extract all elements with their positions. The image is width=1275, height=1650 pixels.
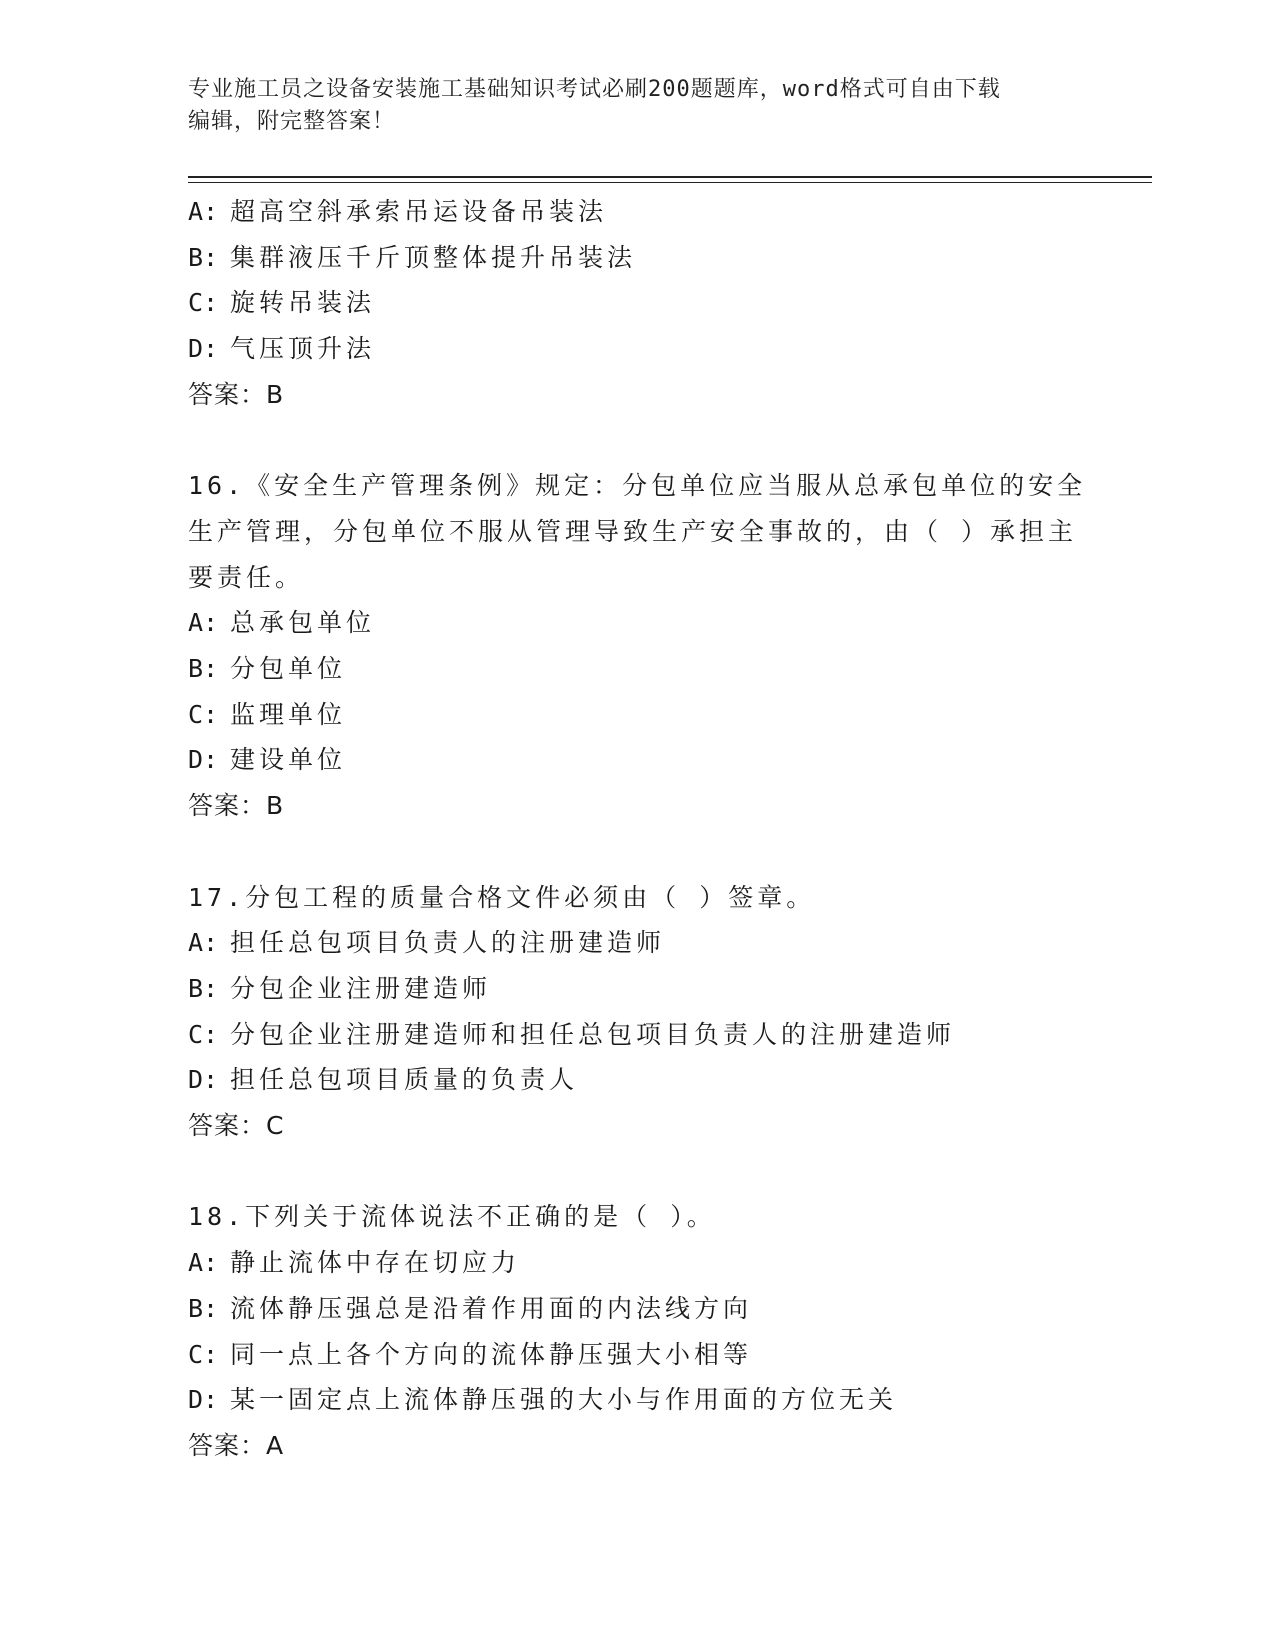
question-16-stem-line-2: 生产管理，分包单位不服从管理导致生产安全事故的，由（ ）承担主 bbox=[188, 516, 1078, 546]
option-b: B: 分包单位 bbox=[188, 654, 347, 684]
question-list bbox=[188, 189, 1088, 1469]
option-b: B: 流体静压强总是沿着作用面的内法线方向 bbox=[188, 1293, 753, 1323]
answer-17: 答案：C bbox=[188, 1111, 285, 1141]
header-divider-thick bbox=[188, 176, 1152, 178]
header-line-2: 编辑，附完整答案！ bbox=[188, 109, 396, 134]
document-header bbox=[188, 74, 1068, 138]
header-line-1: 专业施工员之设备安装施工基础知识考试必刷200题题库，word格式可自由下载 bbox=[188, 77, 1001, 102]
option-b: B: 集群液压千斤顶整体提升吊装法 bbox=[188, 242, 637, 272]
option-c: C: 旋转吊装法 bbox=[188, 288, 376, 318]
option-d: D: 担任总包项目质量的负责人 bbox=[188, 1065, 579, 1095]
option-a: A: 超高空斜承索吊运设备吊装法 bbox=[188, 197, 608, 226]
question-16-stem-line-1: 16.《安全生产管理条例》规定：分包单位应当服从总承包单位的安全 bbox=[188, 471, 1087, 501]
answer-18: 答案：A bbox=[188, 1430, 285, 1460]
option-a: A: 担任总包项目负责人的注册建造师 bbox=[188, 928, 666, 958]
option-a: A: 静止流体中存在切应力 bbox=[188, 1248, 521, 1278]
question-17 bbox=[188, 875, 1088, 1149]
answer-15: 答案：B bbox=[188, 379, 285, 409]
option-d: D: 气压顶升法 bbox=[188, 334, 376, 364]
question-18 bbox=[188, 1194, 1088, 1468]
question-17-stem: 17.分包工程的质量合格文件必须由（ ）签章。 bbox=[188, 882, 816, 912]
header-divider-thin bbox=[188, 182, 1152, 183]
question-16 bbox=[188, 463, 1088, 829]
option-b: B: 分包企业注册建造师 bbox=[188, 973, 492, 1003]
option-d: D: 建设单位 bbox=[188, 745, 347, 775]
option-a: A: 总承包单位 bbox=[188, 608, 376, 638]
option-c: C: 同一点上各个方向的流体静压强大小相等 bbox=[188, 1339, 753, 1369]
option-c: C: 分包企业注册建造师和担任总包项目负责人的注册建造师 bbox=[188, 1019, 956, 1049]
question-15 bbox=[188, 189, 1088, 418]
answer-16: 答案：B bbox=[188, 791, 285, 821]
option-c: C: 监理单位 bbox=[188, 699, 347, 729]
question-16-stem-line-3: 要责任。 bbox=[188, 562, 305, 592]
option-d: D: 某一固定点上流体静压强的大小与作用面的方位无关 bbox=[188, 1385, 898, 1415]
question-18-stem: 18.下列关于流体说法不正确的是（ ）。 bbox=[188, 1202, 716, 1232]
